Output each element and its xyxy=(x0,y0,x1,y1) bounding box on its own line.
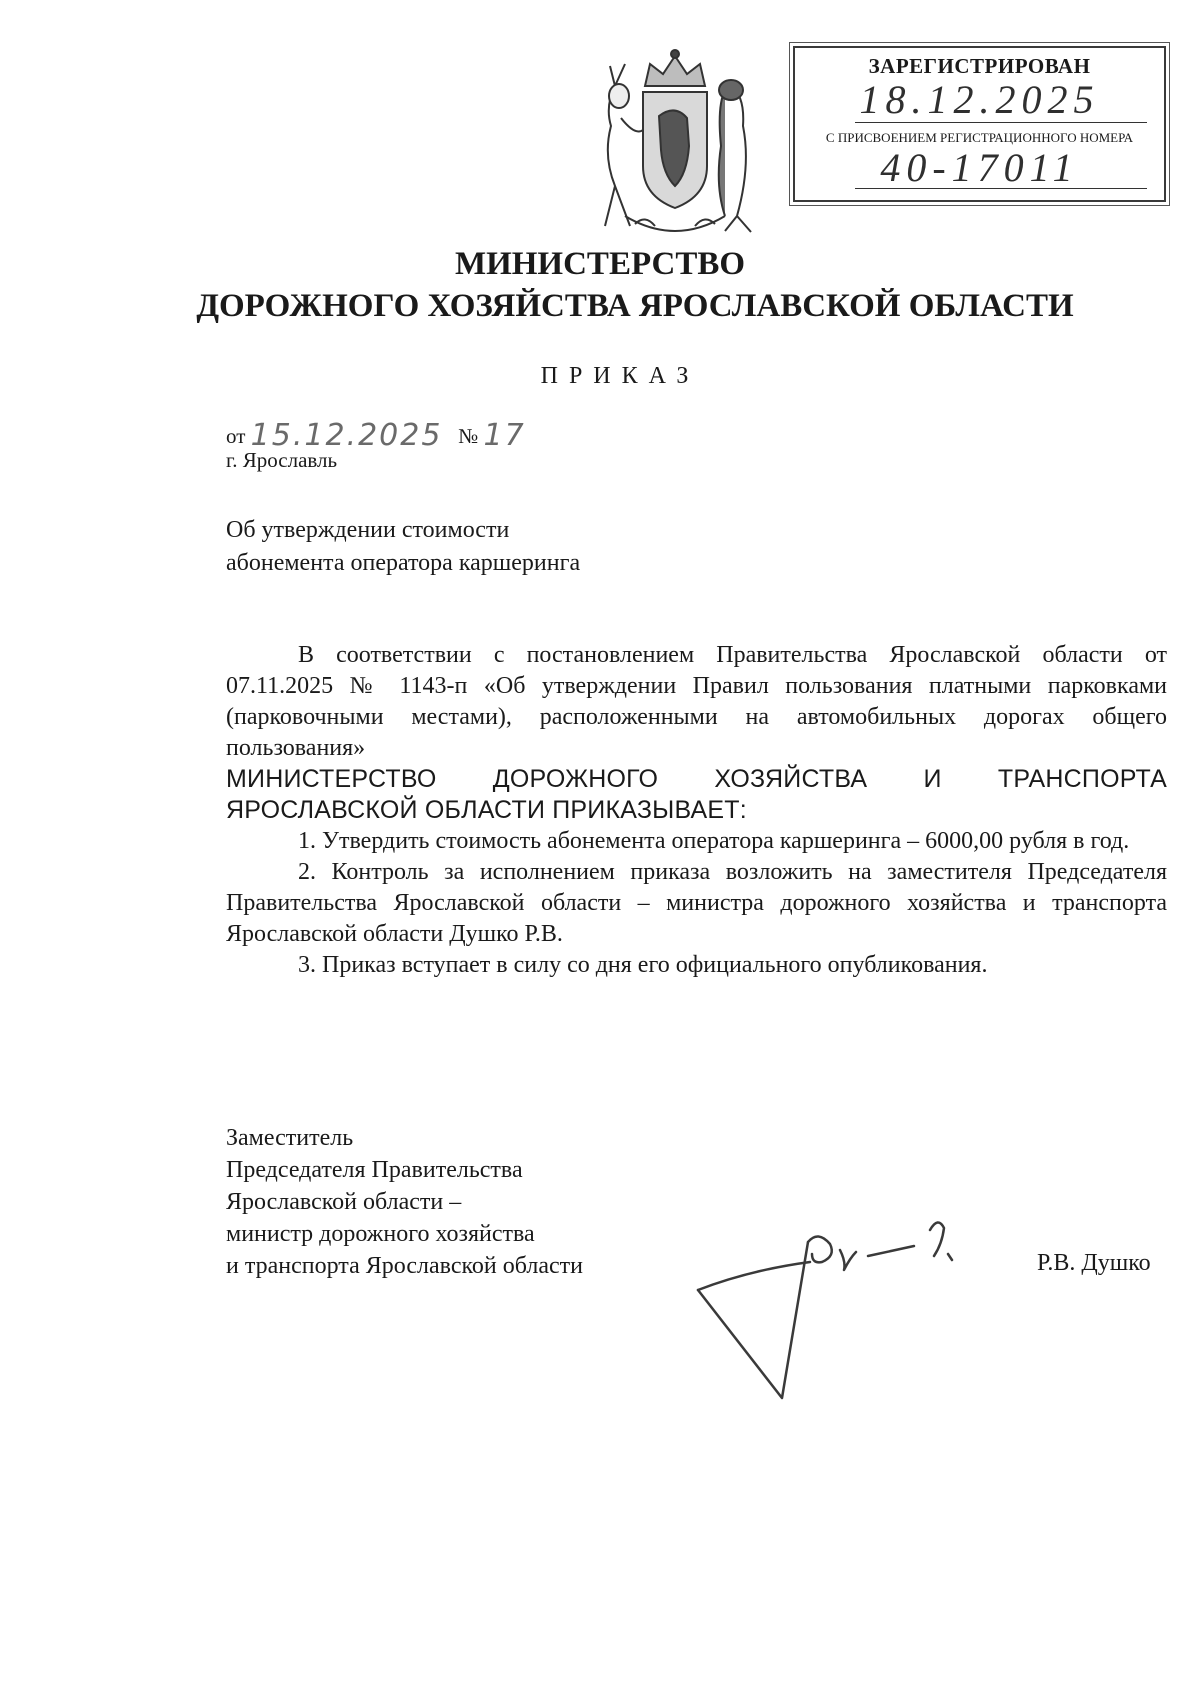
preamble-paragraph: В соответствии с постановлением Правительства Ярославской области от 07.11.2025 № 1143-п «Об утверждении Правил пользования платными парковками (парковочными местами), расположенными на автомобильных дорогах общего пользования» xyxy=(226,642,1167,761)
registration-stamp xyxy=(793,46,1166,202)
subject-line: абонемента оператора каршеринга xyxy=(226,550,581,576)
date-prefix: от xyxy=(226,424,246,448)
signatory-position xyxy=(226,1122,583,1282)
stamp-subtitle: С ПРИСВОЕНИЕМ РЕГИСТРАЦИОННОГО НОМЕРА xyxy=(825,130,1134,145)
order-item: 3. Приказ вступает в силу со дня его официального опубликования. xyxy=(298,952,988,978)
document-date-number xyxy=(226,416,526,451)
stamp-date: 18.12.2025 xyxy=(859,77,1100,122)
document-body xyxy=(226,640,1167,981)
position-line: министр дорожного хозяйства xyxy=(226,1221,535,1247)
order-verb-paragraph: МИНИСТЕРСТВО ДОРОЖНОГО ХОЗЯЙСТВА И ТРАНСПОРТА ЯРОСЛАВСКОЙ ОБЛАСТИ ПРИКАЗЫВАЕТ: xyxy=(226,765,1167,824)
subject-line: Об утверждении стоимости xyxy=(226,517,510,543)
position-line: Ярославской области – xyxy=(226,1189,462,1215)
position-line: Председателя Правительства xyxy=(226,1157,523,1183)
document-subject xyxy=(226,514,580,580)
ministry-title-line-2: ДОРОЖНОГО ХОЗЯЙСТВА ЯРОСЛАВСКОЙ ОБЛАСТИ xyxy=(196,288,1074,324)
signatory-name: Р.В. Душко xyxy=(1037,1250,1151,1276)
stamp-divider xyxy=(855,122,1147,123)
position-line: и транспорта Ярославской области xyxy=(226,1253,583,1279)
document-date: 15.12.2025 xyxy=(250,418,443,453)
document-type: ПРИКАЗ xyxy=(540,363,700,389)
ministry-title-line-1: МИНИСТЕРСТВО xyxy=(454,246,746,282)
stamp-title: ЗАРЕГИСТРИРОВАН xyxy=(868,54,1091,78)
stamp-registration-number: 40-17011 xyxy=(880,145,1079,190)
document-city: г. Ярославль xyxy=(226,448,338,472)
number-prefix: № xyxy=(458,424,479,448)
order-item: 2. Контроль за исполнением приказа возложить на заместителя Председателя Правительства Ярославской области – министра дорожного хозяйства и транспорта Ярославской области Душко Р.В. xyxy=(226,859,1167,947)
order-item: 1. Утвердить стоимость абонемента оператора каршеринга – 6000,00 рубля в год. xyxy=(298,828,1130,854)
handwritten-signature xyxy=(690,1210,1010,1410)
coat-of-arms-emblem xyxy=(575,46,775,246)
stamp-divider xyxy=(855,188,1147,189)
document-number: 17 xyxy=(483,418,526,453)
position-line: Заместитель xyxy=(226,1125,354,1151)
